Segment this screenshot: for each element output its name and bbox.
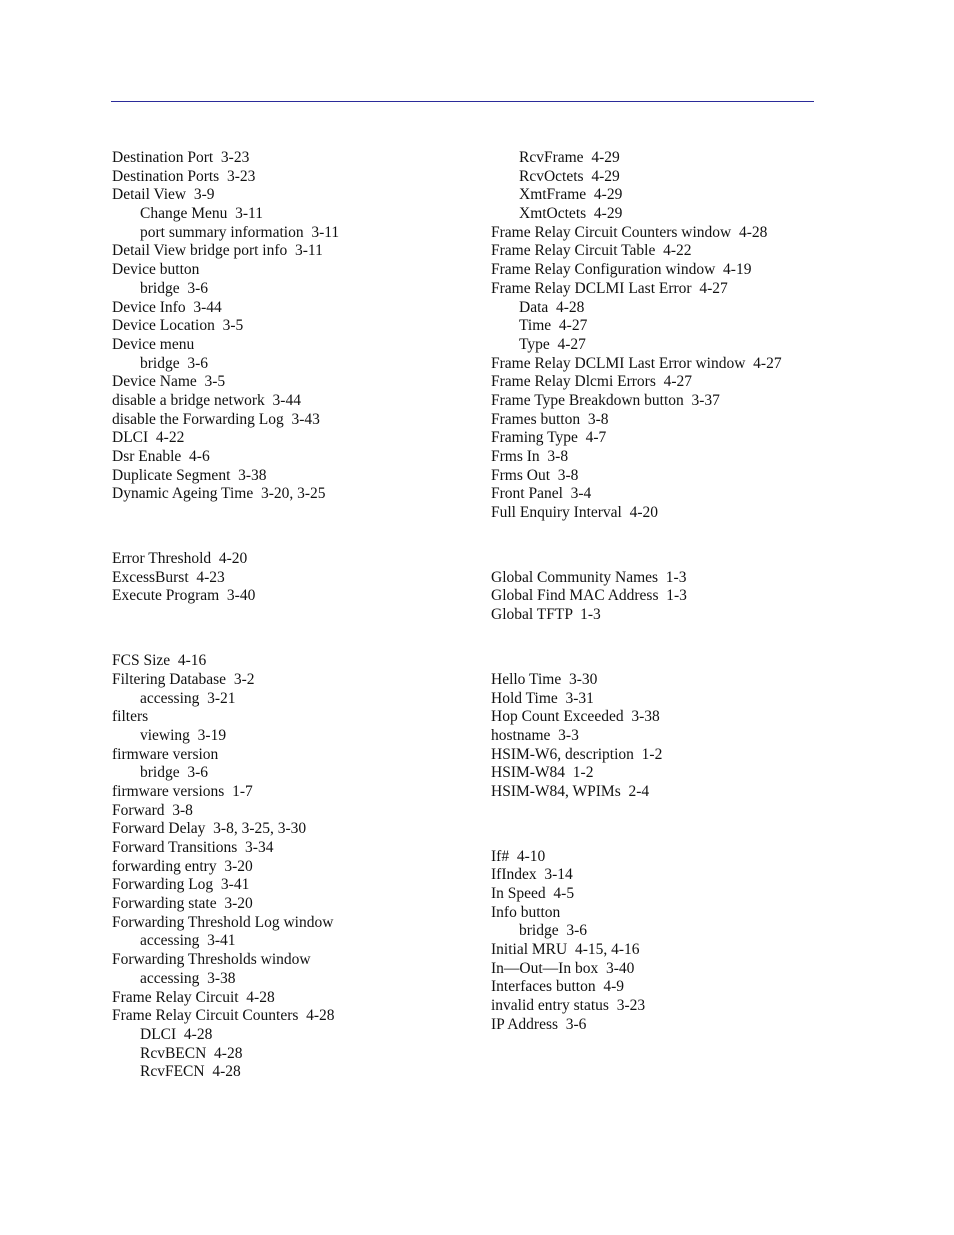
index-entry: Frame Relay DCLMI Last Error 4-27 — [491, 279, 728, 297]
index-subentry: accessing 3-41 — [140, 932, 236, 950]
index-entry: FCS Size 4-16 — [112, 652, 207, 670]
index-entry: Forward Transitions 3-34 — [112, 839, 274, 856]
index-entry: Global Community Names 1-3 — [491, 568, 687, 586]
index-entry: Info button — [491, 903, 561, 921]
index-entry: Forwarding Log 3-41 — [112, 876, 250, 894]
index-entry: Hold Time 3-31 — [491, 689, 594, 707]
index-subentry: viewing 3-19 — [140, 726, 227, 744]
index-entry: Forward Delay 3-8, 3-25, 3-30 — [112, 820, 307, 838]
index-entry: firmware versions 1-7 — [112, 782, 253, 800]
index-entry: Forwarding Threshold Log window — [112, 913, 334, 931]
index-entry: Frms Out 3-8 — [491, 466, 579, 484]
index-entry: Forwarding Thresholds window — [112, 951, 311, 969]
index-entry: Device menu — [112, 335, 195, 353]
section-gap — [491, 802, 782, 848]
index-entry: hostname 3-3 — [491, 726, 579, 744]
index-subentry: XmtFrame 4-29 — [519, 186, 623, 204]
index-entry: In Speed 4-5 — [491, 885, 575, 902]
index-entry: Frame Relay Circuit Counters 4-28 — [112, 1007, 335, 1025]
index-entry: In—Out—In box 3-40 — [491, 959, 635, 977]
index-subentry: Type 4-27 — [519, 335, 586, 353]
index-subentry: bridge 3-6 — [140, 354, 209, 372]
index-subentry: XmtOctets 4-29 — [519, 205, 623, 223]
index-entry: Detail View bridge port info 3-11 — [112, 242, 323, 260]
index-entry: Forward 3-8 — [112, 801, 193, 819]
index-entry: Error Threshold 4-20 — [112, 550, 248, 568]
index-entry: Filtering Database 3-2 — [112, 670, 255, 688]
index-subentry: Change Menu 3-11 — [140, 205, 263, 223]
index-entry: firmware version — [112, 745, 219, 763]
index-subentry: bridge 3-6 — [519, 922, 588, 940]
index-entry: Detail View 3-9 — [112, 186, 215, 204]
index-subentry: Time 4-27 — [519, 317, 588, 335]
section-gap — [112, 606, 339, 652]
index-subentry: bridge 3-6 — [140, 764, 209, 782]
index-entry: Frame Relay Configuration window 4-19 — [491, 261, 752, 279]
index-entry: Front Panel 3-4 — [491, 485, 592, 503]
index-subentry: port summary information 3-11 — [140, 223, 340, 241]
index-entry: Interfaces button 4-9 — [491, 978, 624, 996]
index-subentry: RcvFECN 4-28 — [140, 1063, 241, 1081]
index-entry: filters — [112, 708, 149, 726]
index-entry: disable a bridge network 3-44 — [112, 391, 301, 409]
index-entry: Device button — [112, 261, 200, 279]
index-entry: Duplicate Segment 3-38 — [112, 466, 267, 484]
index-entry: Dynamic Ageing Time 3-20, 3-25 — [112, 485, 326, 503]
index-subentry: bridge 3-6 — [140, 279, 209, 297]
index-entry: Frame Relay DCLMI Last Error window 4-27 — [491, 354, 782, 372]
index-entry: Destination Ports 3-23 — [112, 167, 256, 185]
index-entry: IfIndex 3-14 — [491, 866, 573, 884]
index-column-left — [112, 149, 339, 1082]
index-subentry: Data 4-28 — [519, 298, 585, 316]
index-entry: IP Address 3-6 — [491, 1015, 587, 1033]
index-entry: disable the Forwarding Log 3-43 — [112, 410, 320, 428]
index-entry: Initial MRU 4-15, 4-16 — [491, 941, 640, 959]
index-entry: Frame Relay Circuit Table 4-22 — [491, 242, 692, 260]
index-subentry: RcvOctets 4-29 — [519, 167, 620, 185]
index-entry: HSIM-W84, WPIMs 2-4 — [491, 782, 650, 800]
index-entry: Device Location 3-5 — [112, 317, 244, 335]
index-entry: Full Enquiry Interval 4-20 — [491, 504, 659, 522]
index-entry: Frame Relay Circuit Counters window 4-28 — [491, 223, 768, 241]
index-entry: Hello Time 3-30 — [491, 670, 598, 688]
section-gap — [491, 523, 782, 569]
index-entry: DLCI 4-22 — [112, 429, 185, 447]
index-entry: Frame Relay Circuit 4-28 — [112, 988, 275, 1006]
index-entry: Hop Count Exceeded 3-38 — [491, 708, 660, 726]
index-entry: forwarding entry 3-20 — [112, 857, 253, 875]
index-entry: invalid entry status 3-23 — [491, 997, 646, 1015]
header-rule — [111, 101, 814, 102]
index-entry: HSIM-W6, description 1-2 — [491, 745, 663, 763]
index-entry: Global Find MAC Address 1-3 — [491, 587, 687, 605]
index-entry: Device Info 3-44 — [112, 298, 222, 316]
index-entry: Destination Port 3-23 — [112, 149, 250, 166]
index-column-right — [491, 149, 782, 1035]
index-entry: Frame Relay Dlcmi Errors 4-27 — [491, 373, 693, 391]
section-gap — [491, 625, 782, 671]
index-subentry: accessing 3-38 — [140, 969, 236, 987]
index-entry: If# 4-10 — [491, 847, 546, 865]
index-entry: Frms In 3-8 — [491, 448, 569, 465]
index-entry: Framing Type 4-7 — [491, 429, 607, 447]
index-subentry: RcvFrame 4-29 — [519, 149, 620, 166]
index-subentry: DLCI 4-28 — [140, 1025, 213, 1043]
index-entry: Execute Program 3-40 — [112, 587, 256, 605]
index-entry: Frames button 3-8 — [491, 410, 609, 428]
index-entry: HSIM-W84 1-2 — [491, 764, 594, 782]
section-gap — [112, 504, 339, 550]
index-entry: Frame Type Breakdown button 3-37 — [491, 391, 720, 409]
index-entry: Global TFTP 1-3 — [491, 606, 601, 624]
index-entry: ExcessBurst 4-23 — [112, 568, 225, 586]
index-subentry: accessing 3-21 — [140, 689, 236, 707]
index-entry: Device Name 3-5 — [112, 373, 226, 391]
index-entry: Dsr Enable 4-6 — [112, 448, 210, 465]
index-entry: Forwarding state 3-20 — [112, 895, 253, 913]
index-subentry: RcvBECN 4-28 — [140, 1044, 243, 1062]
